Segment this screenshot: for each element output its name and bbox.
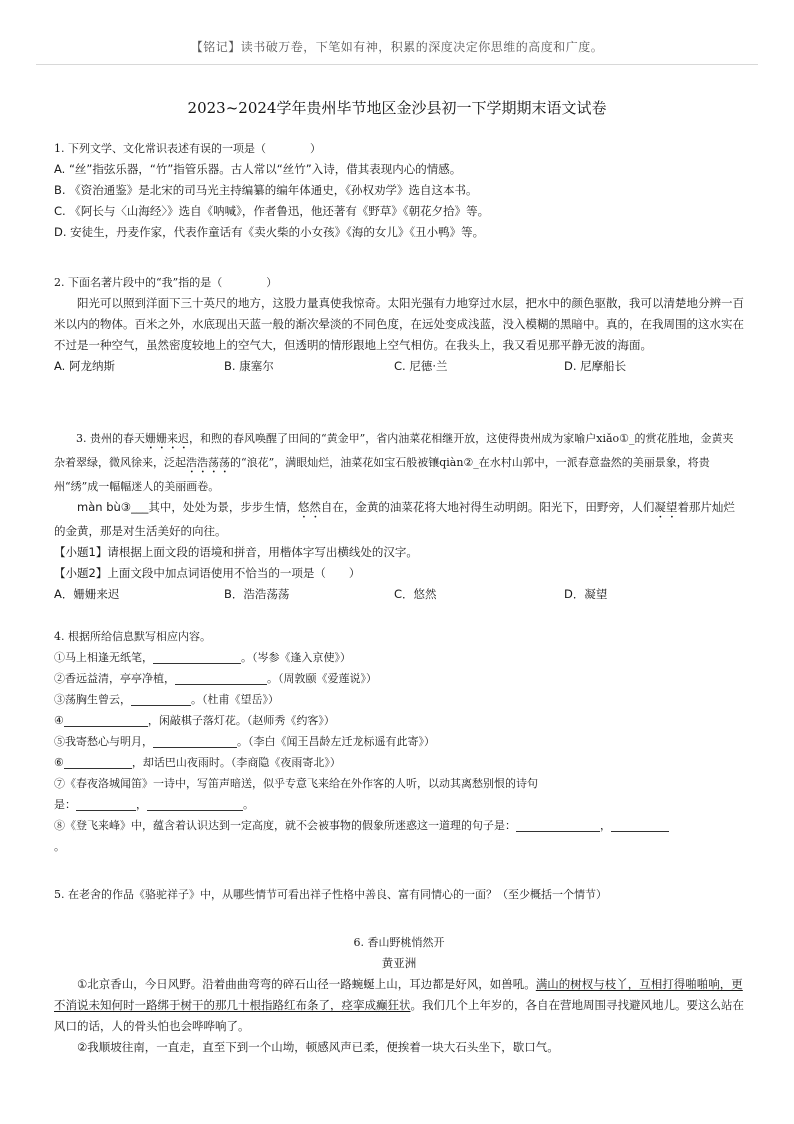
question-6-title: 6. 香山野桃悄然开 xyxy=(353,936,445,949)
question-1-option-a: A. “丝”指弦乐器，“竹”指管乐器。古人常以“丝竹”入诗，借其表现内心的情感。 xyxy=(54,162,462,176)
question-3-option-d: D．凝望 xyxy=(564,587,608,601)
dotted-word-2: 浩浩荡荡 xyxy=(186,456,230,469)
underlined-sentence: 满山的树杈与枝丫，互相打得啪啪响，更不消说未知何时一路绑于树干的那几十根指路红布条了，痉挛成癫狂状 xyxy=(54,977,743,1012)
dotted-word-4: 凝望 xyxy=(654,500,678,514)
question-6 xyxy=(54,932,744,1058)
question-3-paragraph-2: màn bù③___其中，处处为景，步步生情，悠然自在，金黄的油菜花将大地衬得生动明朗。阳光下，田野旁，人们凝望着那片灿烂的金黄，那是对生活美好的向往。 xyxy=(54,500,735,538)
answer-blank[interactable] xyxy=(64,715,148,727)
dotted-word-1: 姗姗来迟 xyxy=(145,432,189,445)
question-1-option-d: D. 安徒生，丹麦作家，代表作童话有《卖火柴的小女孩》《海的女儿》《丑小鸭》等。 xyxy=(54,225,485,239)
recite-line-6: ⑥ ，却话巴山夜雨时。（李商隐《夜雨寄北》） xyxy=(54,756,341,769)
recite-line-5: ⑤我寄愁心与明月， 。（李白《闻王昌龄左迁龙标遥有此寄》） xyxy=(54,735,435,748)
question-3 xyxy=(54,428,744,605)
question-6-paragraph-2: ②我顺坡往南，一直走，直至下到一个山坳，顿感风声已柔，便挨着一块大石头坐下，歇口气。 xyxy=(77,1040,559,1054)
answer-blank[interactable] xyxy=(153,652,241,664)
question-5 xyxy=(54,884,744,905)
recite-line-7-answer: 是： ， 。 xyxy=(54,798,254,811)
recite-line-7: ⑦《春夜洛城闻笛》一诗中，写笛声暗送，似乎专意飞来给在外作客的人听，以动其离愁别恨的诗句 xyxy=(54,777,538,790)
question-4 xyxy=(54,626,744,857)
recite-line-2: ②香远益清，亭亭净植， 。（周敦颐《爱莲说》） xyxy=(54,672,377,685)
question-3-option-c: C．悠然 xyxy=(394,587,437,601)
question-2-option-a: A. 阿龙纳斯 xyxy=(54,359,115,373)
question-2 xyxy=(54,272,744,377)
recite-line-1: ①马上相逢无纸笔， 。（岑参《逢入京使》） xyxy=(54,651,351,664)
question-2-stem: 2. 下面名著片段中的“我”指的是（ ） xyxy=(54,276,278,289)
question-3-option-b: B．浩浩荡荡 xyxy=(224,587,290,601)
question-3-subquestion-2: 【小题2】上面文段中加点词语使用不恰当的一项是（ ） xyxy=(54,566,361,580)
recite-line-4: ④ ，闲敲棋子落灯花。（赵师秀《约客》） xyxy=(54,714,335,727)
answer-blank[interactable] xyxy=(147,799,243,811)
answer-blank[interactable] xyxy=(175,673,267,685)
question-2-options xyxy=(54,356,744,377)
question-6-paragraph-1: ①北京香山，今日风野。沿着曲曲弯弯的碎石山径一路蜿蜒上山，耳边都是好风，如兽吼。满山的树杈与枝丫，互相打得啪啪响，更不消说未知何时一路绑于树干的那几十根指路红布条了，痉挛成癫狂状。我们几个上年岁的，各自在营地周围寻找避风地儿。要这么站在风口的话，人的骨头怕也会哗哗响了。 xyxy=(54,977,744,1033)
answer-blank[interactable] xyxy=(76,799,136,811)
answer-blank[interactable] xyxy=(64,757,132,769)
question-1-option-b: B. 《资治通鉴》是北宋的司马光主持编纂的编年体通史，《孙权劝学》选自这本书。 xyxy=(54,183,478,197)
recite-line-3: ③荡胸生曾云， 。（杜甫《望岳》） xyxy=(54,693,279,706)
question-4-stem: 4. 根据所给信息默写相应内容。 xyxy=(54,630,211,643)
question-6-author: 黄亚洲 xyxy=(381,956,417,970)
question-3-paragraph-1: 3. 贵州的春天姗姗来迟，和煦的春风唤醒了田间的“黄金甲”，省内油菜花相继开放，这使得贵州成为家喻户xiǎo①_的赏花胜地，金黄夹杂着翠绿，微风徐来，泛起浩浩荡荡的“浪花”，满眼灿烂，油菜花如宝石般被镶qiàn②_在水村山郭中，一派春意盎然的美丽景象，将贵州“绣”成一幅幅迷人的美丽画卷。 xyxy=(54,432,734,493)
question-2-passage: 阳光可以照到洋面下三十英尺的地方，这股力量真使我惊奇。太阳光强有力地穿过水层，把水中的颜色驱散，我可以清楚地分辨一百米以内的物体。百米之外，水底现出天蓝一般的渐次晕淡的不同色度，在远处变成浅蓝，没入模糊的黑暗中。真的，在我周围的这水实在不过是一种空气，虽然密度较地上的空气大，但透明的情形跟地上空气相仿。在我头上，我又看见那平静无波的海面。 xyxy=(54,296,744,352)
question-1 xyxy=(54,138,744,243)
header-motto: 【铭记】读书破万卷，下笔如有神，积累的深度决定你思维的高度和广度。 xyxy=(190,40,604,54)
question-3-options xyxy=(54,584,744,605)
answer-blank[interactable] xyxy=(611,820,669,832)
answer-blank[interactable] xyxy=(153,736,237,748)
answer-blank[interactable] xyxy=(131,694,191,706)
recite-line-8: ⑧《登飞来峰》中，蕴含着认识达到一定高度，就不会被事物的假象所迷惑这一道理的句子是： ， xyxy=(54,815,744,836)
question-5-stem: 5. 在老舍的作品《骆驼祥子》中，从哪些情节可看出祥子性格中善良、富有同情心的一面？（至少概括一个情节） xyxy=(54,888,607,901)
question-3-option-a: A．姗姗来迟 xyxy=(54,587,120,601)
recite-line-8-end: 。 xyxy=(54,840,65,853)
question-2-option-b: B. 康塞尔 xyxy=(224,359,274,373)
answer-blank[interactable] xyxy=(516,820,600,832)
header-divider xyxy=(36,64,758,65)
question-1-stem: 1. 下列文学、文化常识表述有误的一项是（ ） xyxy=(54,142,321,155)
question-2-option-d: D. 尼摩船长 xyxy=(564,359,627,373)
dotted-word-3: 悠然 xyxy=(297,500,321,514)
question-1-option-c: C. 《阿长与〈山海经〉》选自《呐喊》，作者鲁迅，他还著有《野草》《朝花夕拾》等。 xyxy=(54,204,490,218)
page-title: 2023~2024学年贵州毕节地区金沙县初一下学期期末语文试卷 xyxy=(187,99,607,117)
question-2-option-c: C. 尼德·兰 xyxy=(394,359,448,373)
question-3-subquestion-1: 【小题1】请根据上面文段的语境和拼音，用楷体字写出横线处的汉字。 xyxy=(54,545,418,559)
